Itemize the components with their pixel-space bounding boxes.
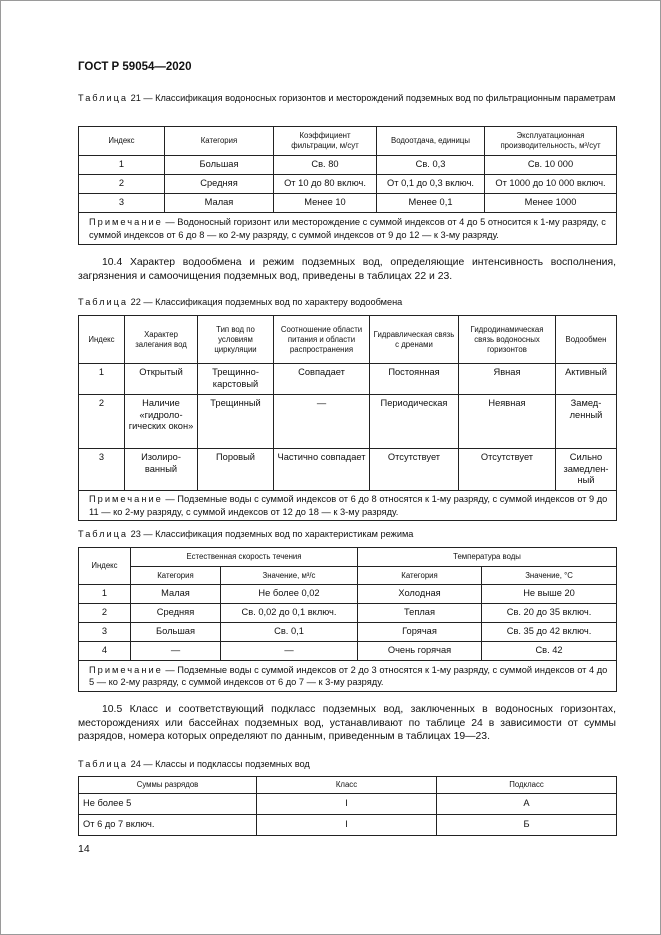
table-note-row [79, 661, 617, 692]
table-header-row: Суммы разрядов Класс Подкласс [79, 777, 617, 794]
table-row: Не более 5 I А [79, 794, 617, 815]
table-23-caption: Таблица 23 — Классификация подземных вод по характеристикам режима [78, 529, 414, 539]
table-row: 1 Открытый Трещинно-карстовый Совпадает Постоянная Явная Активный [79, 364, 617, 395]
table-row: 2 Средняя Св. 0,02 до 0,1 включ. Теплая Св. 20 до 35 включ. [79, 604, 617, 623]
table-row: 1 Большая Св. 80 Св. 0,3 Св. 10 000 [79, 156, 617, 175]
table-row: 2 Наличие «гидроло-гических окон» Трещинный — Периодическая Неявная Замед-ленный [79, 395, 617, 449]
table-21 [78, 126, 617, 245]
table-row: От 6 до 7 включ. I Б [79, 815, 617, 836]
table-note-row [79, 213, 617, 245]
table-22 [78, 315, 617, 521]
table-header-row: Индекс Характер залегания вод Тип вод по условиям циркуляции Соотношение области питания и области распространения Гидравлическая связь с дренами Гидродинамическая связь водоносных горизонтов Водообмен [79, 316, 617, 364]
table-21-caption: Таблица 21 — Классификация водоносных горизонтов и месторождений подземных вод по фильтрационным параметрам [78, 93, 616, 103]
table-note-row [79, 491, 617, 521]
table-row: 2 Средняя От 10 до 80 включ. От 0,1 до 0,3 включ. От 1000 до 10 000 включ. [79, 175, 617, 194]
table-row: 3 Малая Менее 10 Менее 0,1 Менее 1000 [79, 194, 617, 213]
table-row: 3 Большая Св. 0,1 Горячая Св. 35 до 42 включ. [79, 623, 617, 642]
table-header-row: Индекс Категория Коэффициент фильтрации, м/сут Водоотдача, единицы Эксплуатационная производительность, м³/сут [79, 127, 617, 156]
table-23-note: Примечание — Подземные воды с суммой индексов от 2 до 3 относятся к 1-му разряду, с суммой индексов от 4 до 5 — ко 2-му разряду, с суммой индексов от 6 до 7 — к 3-му разряду. [79, 661, 617, 692]
paragraph-10-5: 10.5 Класс и соответствующий подкласс подземных вод, заключенных в водоносных горизонтах, месторождениях или бассейнах подземных вод, устанавливают по таблице 24 в зависимости от суммы разрядов, номера которых определяют по данным, приведенным в таблицах 19—23. [78, 704, 616, 742]
table-header-row: Индекс Естественная скорость течения Температура воды [79, 548, 617, 567]
table-21-note: Примечание — Водоносный горизонт или месторождение с суммой индексов от 4 до 5 относится к 1-му разряду, с суммой индексов от 6 до 8 — ко 2-му разряду, с суммой индексов от 9 до 12 — к 3-му разряду. [79, 213, 617, 245]
table-row: 1 Малая Не более 0,02 Холодная Не выше 20 [79, 585, 617, 604]
table-header-row: Категория Значение, м³/с Категория Значение, °С [79, 567, 617, 585]
table-22-caption: Таблица 22 — Классификация подземных вод по характеру водообмена [78, 297, 403, 307]
table-24 [78, 776, 617, 836]
table-23 [78, 547, 617, 692]
table-row: 4 — — Очень горячая Св. 42 [79, 642, 617, 661]
table-24-caption: Таблица 24 — Классы и подклассы подземных вод [78, 759, 310, 769]
table-22-note: Примечание — Подземные воды с суммой индексов от 6 до 8 относятся к 1-му разряду, с суммой индексов от 9 до 11 — ко 2-му разряду, с суммой индексов от 12 до 18 — к 3-му разряду. [79, 491, 617, 521]
table-row: 3 Изолиро-ванный Поровый Частично совпадает Отсутствует Отсутствует Сильно замедлен-ный [79, 449, 617, 491]
document-header: ГОСТ Р 59054—2020 [78, 61, 192, 73]
paragraph-10-4: 10.4 Характер водообмена и режим подземных вод, определяющие интенсивность восполнения, загрязнения и самоочищения подземных вод, приведены в таблицах 22 и 23. [78, 257, 616, 282]
page-number: 14 [78, 843, 90, 855]
